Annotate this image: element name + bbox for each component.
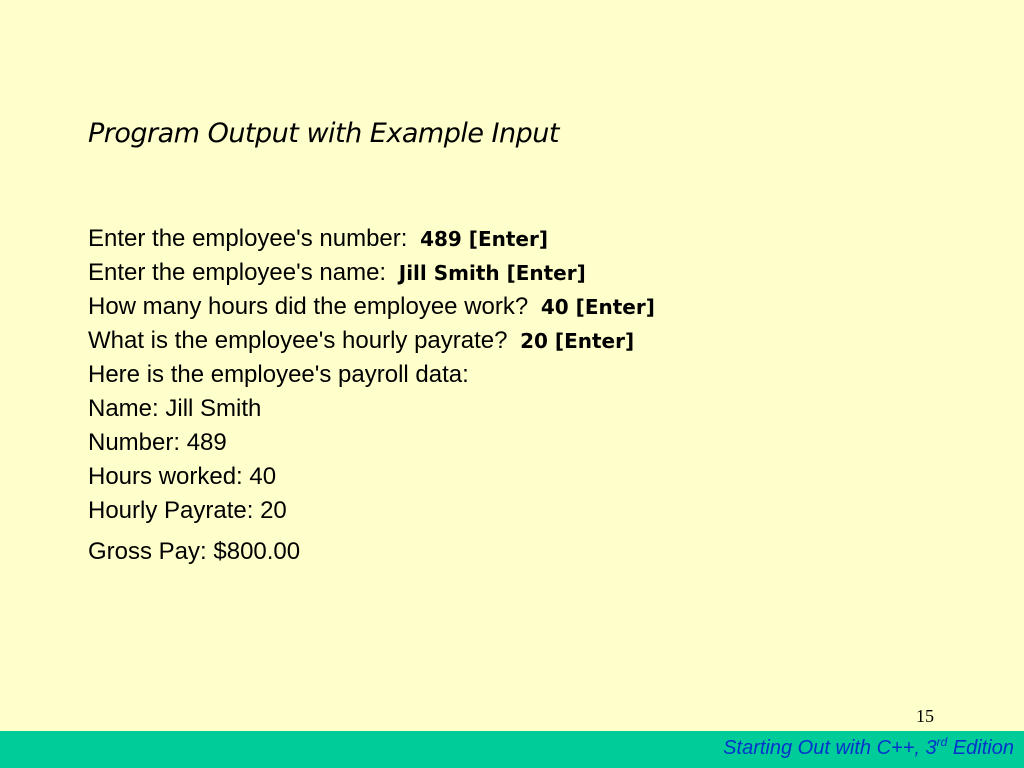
output-line (88, 222, 655, 256)
user-input: Jill Smith [Enter] (398, 261, 586, 285)
output-line: Hours worked: 40 (88, 463, 277, 490)
output-line (88, 290, 655, 324)
footer-title-main: Starting Out with C++, 3 (723, 737, 937, 759)
slide-title: Program Output with Example Input (88, 118, 559, 149)
footer-title-end: Edition (947, 737, 1014, 759)
output-line: Gross Pay: $800.00 (88, 538, 301, 565)
footer-book-title (723, 737, 1014, 760)
page-number: 15 (916, 706, 934, 726)
prompt-text: Enter the employee's number: (88, 225, 415, 252)
prompt-text: What is the employee's hourly payrate? (88, 327, 515, 354)
output-line: Hourly Payrate: 20 (88, 497, 287, 524)
footer-bar (0, 731, 1024, 768)
program-output (88, 222, 655, 569)
user-input: 489 [Enter] (420, 227, 548, 251)
output-line: Name: Jill Smith (88, 395, 262, 422)
output-line: Number: 489 (88, 429, 227, 456)
prompt-text: How many hours did the employee work? (88, 293, 535, 320)
user-input: 20 [Enter] (520, 329, 635, 353)
output-line (88, 324, 655, 358)
output-line (88, 256, 655, 290)
footer-title-superscript: rd (936, 735, 948, 749)
prompt-text: Enter the employee's name: (88, 259, 393, 286)
user-input: 40 [Enter] (540, 295, 655, 319)
output-line: Here is the employee's payroll data: (88, 361, 469, 388)
